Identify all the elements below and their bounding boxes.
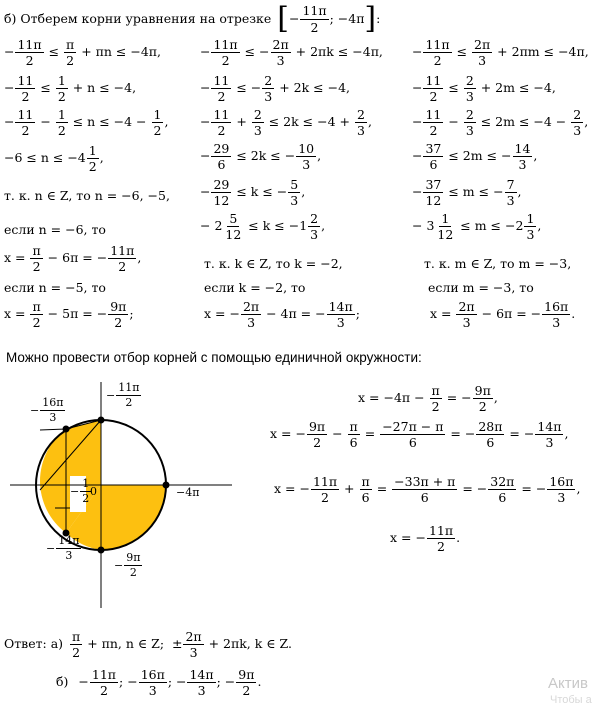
col2-row9: x = − $\frac{2\pi}{3}$ − 4π = − $\frac{14\pi}{3}$ ; [204,299,360,331]
col3-row8: если m = −3, то [428,280,534,295]
col1-row7: x = $\frac{\pi}{2}$ − 6π = − $\frac{11\pi}{2}$ , [4,243,142,275]
point-bottom [98,547,105,554]
activation-watermark: Актив [548,675,588,692]
col3-row4: − $\frac{37}{6}$ ≤ 2m ≤ − $\frac{14}{3}$ , [412,141,538,173]
label-center-half: − $\frac{1}{2}$ [70,477,90,505]
col2-row7: т. к. k ∈ Z, то k = −2, [204,256,343,271]
header-line: б) Отберем корни уравнения на отрезке [ − $\frac{11\pi}{2}$ ; −4π ] : [4,1,381,36]
col3-row3: − $\frac{11}{2}$ − $\frac{2}{3}$ ≤ 2m ≤ −4 − $\frac{2}{3}$ , [412,107,589,139]
col2-row2: − $\frac{11}{2}$ ≤ − $\frac{2}{3}$ + 2k ≤ −4, [200,73,351,105]
col3-row6: − 3 $\frac{1}{12}$ ≤ m ≤ −2 1 3 , [412,211,542,243]
label-bottom: − $\frac{9\pi}{2}$ [114,551,141,579]
col1-row8: если n = −5, то [4,280,106,295]
circle-caption: Можно провести отбор корней с помощью единичной окружности: [6,350,422,365]
label-right: −4π [176,486,200,499]
label-upper-left: − $\frac{16\pi}{3}$ [30,396,64,424]
col1-row9: x = $\frac{\pi}{2}$ − 5π = − $\frac{9\pi}{2}$ ; [4,299,134,331]
col2-row5: − $\frac{29}{12}$ ≤ k ≤ − $\frac{5}{3}$ , [200,177,306,209]
col2-row8: если k = −2, то [204,280,306,295]
point-top [98,417,105,424]
point-upper-left [63,426,70,433]
col1-row6: если n = −6, то [4,222,106,237]
col1-row1: − $\frac{11\pi}{2}$ ≤ $\frac{\pi}{2}$ + πn ≤ −4π, [4,37,161,69]
label-origin: 0 [90,485,97,498]
calc-line-3: x = − $\frac{11\pi}{2}$ + $\frac{\pi}{6}$ = $\frac{-33\pi + \pi}{6}$ = − $\frac{32\pi}{6}$ = − $\frac{16\pi}{3}$ , [274,474,581,506]
col3-row9: x = $\frac{2\pi}{3}$ − 6π = − $\frac{16\pi}{3}$ . [430,299,576,331]
col1-row2: − $\frac{11}{2}$ ≤ $\frac{1}{2}$ + n ≤ −4, [4,73,137,105]
point-right [163,482,170,489]
col1-row5: т. к. n ∈ Z, то n = −6, −5, [4,188,170,203]
col3-row1: − $\frac{11\pi}{2}$ ≤ $\frac{2\pi}{3}$ + 2πm ≤ −4π, [412,37,589,69]
label-top: − $\frac{11\pi}{2}$ [106,381,140,409]
col2-row1: − $\frac{11\pi}{2}$ ≤ − $\frac{2\pi}{3}$ + 2πk ≤ −4π, [200,37,383,69]
col3-row7: т. к. m ∈ Z, то m = −3, [424,256,572,271]
calc-line-2: x = − $\frac{9\pi}{2}$ − $\frac{\pi}{6}$ = $\frac{-27\pi - \pi}{6}$ = − $\frac{28\pi}{6}$ = − $\frac{14\pi}{3}$ , [270,419,569,451]
calc-line-1: x = −4π − $\frac{\pi}{2}$ = − $\frac{9\pi}{2}$ , [358,383,498,415]
col2-row3: − $\frac{11}{2}$ + $\frac{2}{3}$ ≤ 2k ≤ −4 + $\frac{2}{3}$ , [200,107,372,139]
col2-row6: − 2 $\frac{5}{12}$ ≤ k ≤ −1 2 3 , [200,211,326,243]
fraction: $\frac{11\pi}{2}$ [302,3,327,35]
header-prefix: б) Отберем корни уравнения на отрезке [4,10,272,26]
answer-a: Ответ: а) π 2 + πn, n ∈ Z; ± $\frac{2\pi}{3}$ + 2πk, k ∈ Z. [4,629,292,661]
col2-row4: − $\frac{29}{6}$ ≤ 2k ≤ − $\frac{10}{3}$ , [200,141,322,173]
col1-row4: −6 ≤ n ≤ −4 1 2 , [4,143,104,175]
activation-watermark-sub: Чтобы а [550,694,592,706]
col3-row5: − $\frac{37}{12}$ ≤ m ≤ − $\frac{7}{3}$ , [412,177,522,209]
answer-b: б) − $\frac{11\pi}{2}$ ; − $\frac{16\pi}{3}$ ; − $\frac{14\pi}{3}$ ; − $\frac{9\pi}{2}$ . [56,667,262,699]
col1-row3: − $\frac{11}{2}$ − $\frac{1}{2}$ ≤ n ≤ −4 − $\frac{1}{2}$ , [4,107,169,139]
label-lower-left: − $\frac{14\pi}{3}$ [46,534,80,562]
calc-line-4: x = − $\frac{11\pi}{2}$ . [390,523,461,555]
col3-row2: − $\frac{11}{2}$ ≤ $\frac{2}{3}$ + 2m ≤ −4, [412,73,556,105]
leader-left [40,429,66,430]
answer-label: Ответ: а) [4,636,64,652]
